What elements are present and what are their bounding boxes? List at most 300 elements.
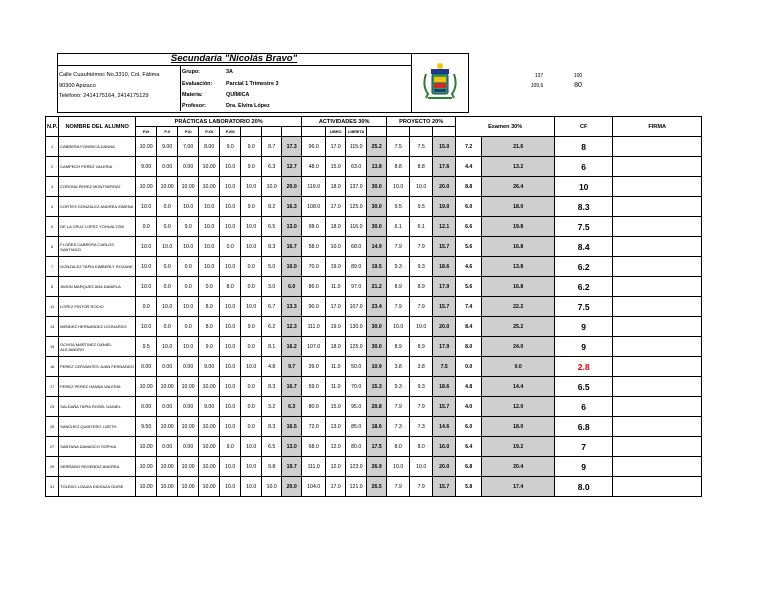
student-name: SANCHEZ QUINTERO LIZETH (59, 417, 136, 437)
proyecto-score: 7.5 (410, 137, 433, 157)
practica-score: 9.0 (241, 157, 262, 177)
libro-score: 90.0 (302, 297, 326, 317)
table-row (46, 277, 702, 297)
actividades-total: 63.0 (346, 157, 367, 177)
grupo-label: Grupo: (182, 69, 200, 75)
final-grade: 9 (555, 317, 613, 337)
actividades-weighted: 23.4 (367, 297, 387, 317)
practica-score: 10.0 (157, 237, 178, 257)
libro-score: 119.0 (302, 177, 326, 197)
actividades-total: 115.0 (346, 137, 367, 157)
practica-score: 0.0 (136, 217, 157, 237)
practica-average: 9.8 (262, 457, 282, 477)
practica-score: 10.0 (178, 237, 199, 257)
practica-weighted: 19.7 (282, 457, 302, 477)
table-row (46, 197, 702, 217)
libreta-score: 18.0 (326, 177, 346, 197)
practica-score: 10.0 (136, 197, 157, 217)
table-row (46, 437, 702, 457)
actividades-total: 80.0 (346, 437, 367, 457)
libro-score: 111.0 (302, 457, 326, 477)
evaluacion-label: Evaluación: (182, 81, 213, 87)
practica-score: 10.0 (220, 357, 241, 377)
stat-b: 100 (573, 73, 583, 79)
practica-score: 9.00 (136, 157, 157, 177)
practica-score: 0.0 (220, 237, 241, 257)
cf-header: CF (555, 117, 613, 137)
final-grade: 8.0 (555, 477, 613, 497)
proyecto-score: 7.9 (387, 237, 410, 257)
practica-weighted: 9.7 (282, 357, 302, 377)
final-grade: 6 (555, 397, 613, 417)
practica-score: 10.0 (136, 317, 157, 337)
proyecto-score: 8.0 (410, 437, 433, 457)
libro-score: 59.0 (302, 377, 326, 397)
actividades-weighted: 14.9 (367, 237, 387, 257)
actividades-weighted: 10.9 (367, 357, 387, 377)
practica-weighted: 16.7 (282, 237, 302, 257)
final-grade: 7.5 (555, 297, 613, 317)
libro-score: 48.0 (302, 157, 326, 177)
signature-cell (613, 377, 702, 397)
practica-score: 0.0 (157, 257, 178, 277)
blank-header (387, 127, 410, 137)
student-name: CORTES GONZALEZ ANDREA XIMENA (59, 197, 136, 217)
actividades-total: 107.0 (346, 297, 367, 317)
row-number: 8 (46, 277, 59, 297)
libreta-score: 17.0 (326, 477, 346, 497)
final-grade: 6.2 (555, 277, 613, 297)
final-grade: 9 (555, 337, 613, 357)
examen-weighted: 18.0 (482, 417, 555, 437)
practica-score: 9.0 (178, 217, 199, 237)
firma-header: FIRMA (613, 117, 702, 137)
table-row (46, 237, 702, 257)
signature-cell (613, 297, 702, 317)
practica-average: 8.3 (262, 417, 282, 437)
practica-score: 10.00 (136, 477, 157, 497)
practica-score: 10.00 (157, 417, 178, 437)
student-name: CABRERA FONSECA DANNA (59, 137, 136, 157)
practica-average: 3.0 (262, 277, 282, 297)
practica-weighted: 6.3 (282, 397, 302, 417)
student-name: OCHOA MARTINEZ DANIEL ALEJANDRO (59, 337, 136, 357)
practica-score: 0.0 (178, 317, 199, 337)
table-row (46, 217, 702, 237)
examen-weighted: 16.8 (482, 277, 555, 297)
examen-score: 8.4 (456, 317, 482, 337)
practica-score: 9.00 (199, 357, 220, 377)
proyecto-weighted: 17.9 (433, 337, 456, 357)
proyecto-score: 9.3 (410, 377, 433, 397)
final-grade: 7.5 (555, 217, 613, 237)
actividades-header: ACTIVIDADES 30% (302, 117, 387, 127)
student-name: JIMON MARQUEZ ANA DANIELA (59, 277, 136, 297)
libro-score: 96.0 (302, 137, 326, 157)
libro-score: 70.0 (302, 257, 326, 277)
student-name: DE LA CRUZ LOPEZ YOHUALTZIN (59, 217, 136, 237)
practica-score: 10.0 (220, 217, 241, 237)
practica-weighted: 17.3 (282, 137, 302, 157)
logo-box (411, 53, 469, 113)
final-grade: 10 (555, 177, 613, 197)
practica-average: 8.7 (262, 137, 282, 157)
examen-weighted: 14.4 (482, 377, 555, 397)
practica-score: 10.00 (178, 377, 199, 397)
actividades-total: 116.0 (346, 217, 367, 237)
practica-weighted: 13.0 (282, 437, 302, 457)
practica-score: 0.0 (157, 317, 178, 337)
table-row (46, 337, 702, 357)
practica-score: 0.00 (178, 397, 199, 417)
address-line2: 90300 Apizaco (59, 83, 96, 89)
proyecto-score: 10.0 (410, 457, 433, 477)
signature-cell (613, 277, 702, 297)
practica-average: 8.2 (262, 197, 282, 217)
blank-header (433, 127, 456, 137)
practica-average: 10.0 (262, 477, 282, 497)
examen-score: 6.0 (456, 417, 482, 437)
proyecto-score: 9.5 (410, 197, 433, 217)
practica-score: 7.00 (178, 137, 199, 157)
profesor-label: Profesor: (182, 103, 206, 109)
practica-score: 10.0 (220, 257, 241, 277)
actividades-weighted: 18.6 (367, 417, 387, 437)
col-name-header: NOMBRE DEL ALUMNO (59, 117, 136, 137)
blank-header (302, 127, 326, 137)
table-row (46, 157, 702, 177)
practica-average: 6.3 (262, 157, 282, 177)
practica-score: 10.0 (220, 197, 241, 217)
proyecto-score: 6.1 (410, 217, 433, 237)
libreta-score: 18.0 (326, 217, 346, 237)
actividades-total: 95.0 (346, 397, 367, 417)
col-no-header: N.P. (46, 117, 59, 137)
libreta-score: 11.0 (326, 357, 346, 377)
examen-header: Examen 30% (456, 117, 555, 137)
libro-score: 58.0 (302, 237, 326, 257)
proyecto-score: 8.9 (387, 337, 410, 357)
practica-score: 8.00 (199, 137, 220, 157)
practica-score: 10.0 (241, 457, 262, 477)
examen-score: 4.8 (456, 377, 482, 397)
practica-score: 9.0 (241, 137, 262, 157)
table-row (46, 297, 702, 317)
row-number: 29 (46, 457, 59, 477)
practica-score: 10.00 (199, 437, 220, 457)
grupo-value: 3A (226, 69, 233, 75)
practica-score: 0.00 (157, 437, 178, 457)
final-grade: 8 (555, 137, 613, 157)
signature-cell (613, 397, 702, 417)
examen-weighted: 22.2 (482, 297, 555, 317)
practica-score: 10.00 (157, 477, 178, 497)
practica-score: 9.0 (241, 317, 262, 337)
actividades-weighted: 30.0 (367, 337, 387, 357)
table-row (46, 137, 702, 157)
libreta-score: 13.0 (326, 417, 346, 437)
proyecto-score: 3.8 (387, 357, 410, 377)
actividades-total: 121.0 (346, 477, 367, 497)
libro-score: 68.0 (302, 437, 326, 457)
proyecto-weighted: 15.7 (433, 237, 456, 257)
proyecto-weighted: 20.0 (433, 177, 456, 197)
practica-score: 0.00 (136, 397, 157, 417)
row-number: 2 (46, 157, 59, 177)
student-name: TOLEDO LOAIZA DIDXAZA GUISE (59, 477, 136, 497)
libreta-score: 15.0 (326, 397, 346, 417)
libreta-score: 10.0 (326, 237, 346, 257)
practica-col-header: P.XII (199, 127, 220, 137)
practica-score: 10.0 (220, 177, 241, 197)
grades-table (45, 116, 702, 497)
practica-average: 10.0 (262, 177, 282, 197)
practica-score: 0.00 (178, 357, 199, 377)
practica-score: 0.00 (157, 357, 178, 377)
actividades-total: 50.0 (346, 357, 367, 377)
practica-weighted: 12.7 (282, 157, 302, 177)
examen-score: 6.0 (456, 197, 482, 217)
practica-score: 8.0 (220, 277, 241, 297)
examen-weighted: 20.4 (482, 457, 555, 477)
row-number: 4 (46, 197, 59, 217)
student-name: SERRANO REGENDIZ ANDREA (59, 457, 136, 477)
student-name: CAMPECH PEREZ VALERIA (59, 157, 136, 177)
proyecto-score: 7.9 (410, 237, 433, 257)
blank-header (262, 127, 282, 137)
practica-score: 10.0 (199, 257, 220, 277)
proyecto-weighted: 16.0 (433, 437, 456, 457)
actividades-weighted: 13.8 (367, 157, 387, 177)
practica-score: 10.0 (157, 337, 178, 357)
signature-cell (613, 337, 702, 357)
proyecto-score: 7.9 (410, 397, 433, 417)
examen-score: 6.8 (456, 457, 482, 477)
practica-col-header: P.X (157, 127, 178, 137)
practica-score: 10.00 (136, 457, 157, 477)
practica-weighted: 12.3 (282, 317, 302, 337)
actividades-weighted: 30.0 (367, 197, 387, 217)
practica-score: 10.00 (199, 177, 220, 197)
libro-score: 72.0 (302, 417, 326, 437)
practica-score: 10.00 (178, 177, 199, 197)
libreta-score: 18.0 (326, 337, 346, 357)
proyecto-weighted: 17.9 (433, 277, 456, 297)
practica-score: 9.00 (157, 137, 178, 157)
student-name: SANTANA DAMASCO SOPHIA (59, 437, 136, 457)
profesor-value: Dra. Elvira López (226, 103, 270, 109)
proyecto-score: 7.5 (387, 137, 410, 157)
actividades-total: 85.0 (346, 417, 367, 437)
student-name: PEREZ CERVANTES JUAN FERNANDO (59, 357, 136, 377)
examen-weighted: 16.8 (482, 237, 555, 257)
practica-score: 10.0 (220, 297, 241, 317)
row-number: 13 (46, 317, 59, 337)
actividades-weighted: 17.5 (367, 437, 387, 457)
practica-weighted: 16.2 (282, 337, 302, 357)
libro-score: 80.0 (302, 397, 326, 417)
blank-header (241, 127, 262, 137)
final-grade: 6.2 (555, 257, 613, 277)
libreta-score: 17.0 (326, 197, 346, 217)
final-grade: 8.4 (555, 237, 613, 257)
practica-score: 10.0 (241, 297, 262, 317)
proyecto-weighted: 20.0 (433, 457, 456, 477)
table-row (46, 257, 702, 277)
practica-score: 10.0 (241, 237, 262, 257)
examen-score: 8.8 (456, 177, 482, 197)
proyecto-score: 9.3 (387, 257, 410, 277)
practica-weighted: 16.3 (282, 197, 302, 217)
practica-score: 10.0 (220, 457, 241, 477)
practica-score: 0.00 (178, 437, 199, 457)
practica-score: 8.0 (199, 297, 220, 317)
practica-score: 10.0 (136, 257, 157, 277)
practica-score: 0.0 (157, 197, 178, 217)
final-grade: 7 (555, 437, 613, 457)
proyecto-weighted: 18.6 (433, 377, 456, 397)
actividad-col-header: LIBRETA (346, 127, 367, 137)
proyecto-score: 10.0 (387, 457, 410, 477)
actividades-total: 137.0 (346, 177, 367, 197)
practica-average: 8.3 (262, 237, 282, 257)
proyecto-score: 10.0 (410, 317, 433, 337)
practica-score: 10.0 (136, 237, 157, 257)
practica-score: 10.0 (220, 157, 241, 177)
actividades-weighted: 20.8 (367, 397, 387, 417)
practica-score: 0.0 (157, 217, 178, 237)
examen-score: 7.4 (456, 297, 482, 317)
practica-score: 10.0 (178, 337, 199, 357)
practica-score: 9.0 (199, 337, 220, 357)
examen-weighted: 25.2 (482, 317, 555, 337)
student-name: SALDAÑA TAPIA ROSEL DANIEL (59, 397, 136, 417)
row-number: 3 (46, 177, 59, 197)
student-name: CORONA PEREZ MONTSERRAT (59, 177, 136, 197)
practica-score: 0.0 (199, 277, 220, 297)
practica-score: 10.0 (199, 197, 220, 217)
table-row (46, 457, 702, 477)
proyecto-weighted: 15.7 (433, 297, 456, 317)
libreta-score: 11.0 (326, 277, 346, 297)
signature-cell (613, 217, 702, 237)
practica-score: 10.00 (199, 157, 220, 177)
student-name: GONZALEZ TAPIA KIMBERLY ROXANE (59, 257, 136, 277)
practica-score: 10.0 (241, 177, 262, 197)
practica-weighted: 13.0 (282, 217, 302, 237)
practica-score: 0.0 (241, 417, 262, 437)
practica-score: 10.00 (157, 377, 178, 397)
practica-score: 10.0 (199, 217, 220, 237)
libreta-score: 15.0 (326, 157, 346, 177)
practica-average: 6.5 (262, 217, 282, 237)
examen-score: 4.0 (456, 397, 482, 417)
row-number: 23 (46, 397, 59, 417)
student-name: FLORES CABRERA CARLOS SANTIAGO (59, 237, 136, 257)
actividades-total: 123.0 (346, 457, 367, 477)
practica-score: 0.0 (241, 257, 262, 277)
practica-score: 0.0 (178, 277, 199, 297)
actividades-weighted: 25.2 (367, 137, 387, 157)
practica-score: 0.0 (136, 297, 157, 317)
row-number: 17 (46, 377, 59, 397)
practica-average: 5.0 (262, 257, 282, 277)
practica-weighted: 13.3 (282, 297, 302, 317)
practica-score: 0.00 (178, 157, 199, 177)
blank-header (367, 127, 387, 137)
proyecto-score: 7.3 (387, 417, 410, 437)
practica-score: 8.0 (199, 317, 220, 337)
practica-score: 10.0 (178, 197, 199, 217)
signature-cell (613, 417, 702, 437)
proyecto-weighted: 12.1 (433, 217, 456, 237)
libro-score: 104.0 (302, 477, 326, 497)
proyecto-weighted: 15.7 (433, 477, 456, 497)
signature-cell (613, 357, 702, 377)
signature-cell (613, 237, 702, 257)
final-grade: 6.5 (555, 377, 613, 397)
practica-score: 10.0 (220, 417, 241, 437)
examen-score: 6.4 (456, 437, 482, 457)
practica-score: 10.0 (178, 297, 199, 317)
practica-average: 3.2 (262, 397, 282, 417)
actividades-weighted: 26.5 (367, 477, 387, 497)
libro-score: 111.0 (302, 317, 326, 337)
examen-weighted: 26.4 (482, 177, 555, 197)
student-name: LOPEZ PINTOR ROCIO (59, 297, 136, 317)
actividades-total: 130.0 (346, 317, 367, 337)
practica-score: 10.0 (220, 377, 241, 397)
final-grade: 2.8 (555, 357, 613, 377)
practica-score: 0.00 (157, 157, 178, 177)
proyecto-score: 8.0 (387, 437, 410, 457)
proyecto-score: 9.5 (387, 197, 410, 217)
student-name: PEREZ PEREZ HANNA VALERIA (59, 377, 136, 397)
practica-weighted: 6.0 (282, 277, 302, 297)
proyecto-score: 7.9 (410, 477, 433, 497)
examen-weighted: 24.0 (482, 337, 555, 357)
signature-cell (613, 197, 702, 217)
practica-weighted: 10.0 (282, 257, 302, 277)
proyecto-score: 8.8 (387, 157, 410, 177)
proyecto-score: 7.3 (410, 417, 433, 437)
row-number: 7 (46, 257, 59, 277)
practica-score: 0.0 (241, 377, 262, 397)
practica-average: 8.3 (262, 377, 282, 397)
examen-weighted: 19.2 (482, 437, 555, 457)
libreta-score: 12.0 (326, 437, 346, 457)
practica-score: 10.00 (199, 457, 220, 477)
table-row (46, 477, 702, 497)
proyecto-score: 8.8 (410, 157, 433, 177)
actividades-weighted: 21.2 (367, 277, 387, 297)
practica-col-header: P.XI (178, 127, 199, 137)
table-row (46, 177, 702, 197)
examen-score: 5.8 (456, 477, 482, 497)
table-row (46, 377, 702, 397)
proyecto-score: 10.0 (387, 177, 410, 197)
final-grade: 6.8 (555, 417, 613, 437)
examen-score: 8.0 (456, 337, 482, 357)
examen-score: 5.6 (456, 237, 482, 257)
actividad-col-header: LIBRO (326, 127, 346, 137)
proyecto-weighted: 15.0 (433, 137, 456, 157)
practica-score: 10.00 (157, 457, 178, 477)
table-row (46, 417, 702, 437)
signature-cell (613, 137, 702, 157)
practica-score: 0.00 (136, 357, 157, 377)
signature-cell (613, 317, 702, 337)
